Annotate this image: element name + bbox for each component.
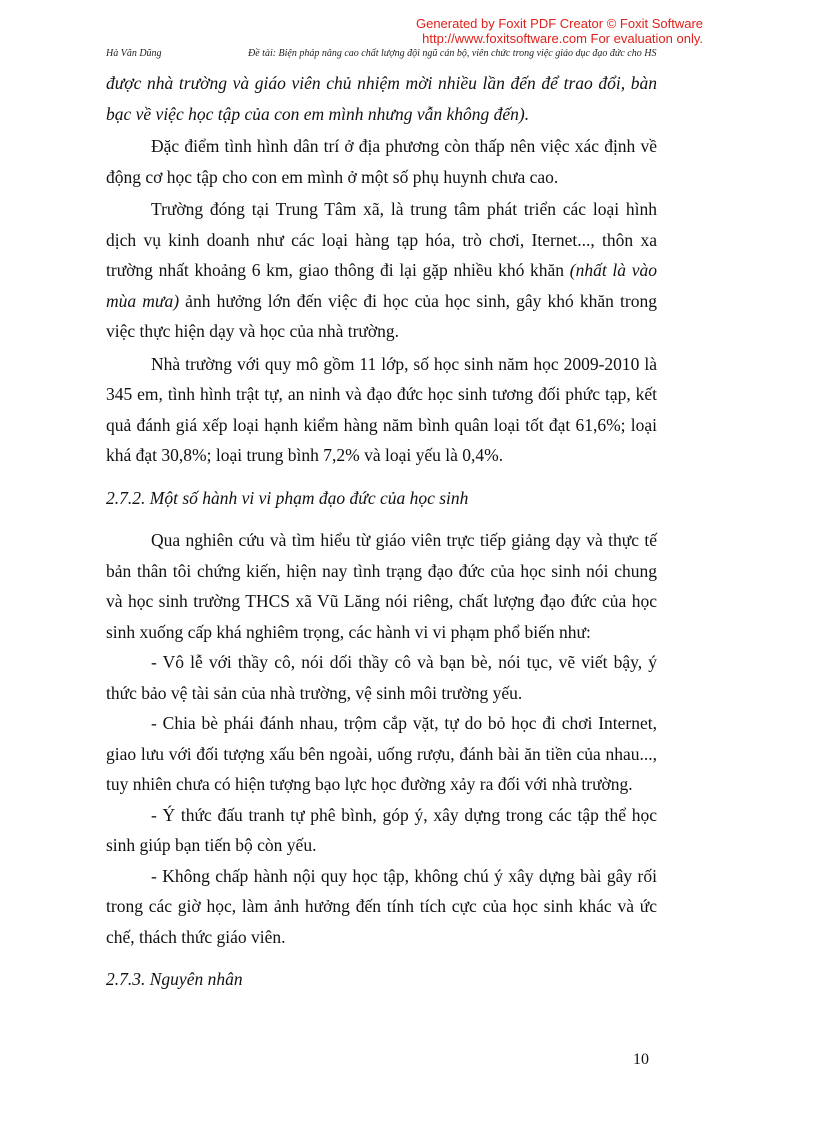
paragraph: Nhà trường với quy mô gồm 11 lớp, số học sinh năm học 2009-2010 là 345 em, tình hình trật tự, an ninh và đạo đức học sinh tương đối phức tạp, kết quả đánh giá xếp loại hạnh kiểm hàng năm bình quân loại tốt đạt 61,6%; loại khá đạt 30,8%; loại trung bình 7,2% và loại yếu là 0,4%.: [106, 353, 657, 465]
paragraph-italic-text: (nhất là vào mùa mưa): [106, 260, 657, 311]
section-heading: 2.7.2. Một số hành vi vi phạm đạo đức của học sinh: [106, 487, 469, 508]
bullet-item: - Không chấp hành nội quy học tập, không chú ý xây dựng bài gây rối trong các giờ học, làm ảnh hưởng đến tính tích cực của học sinh khác và ức chế, thách thức giáo viên.: [106, 865, 657, 947]
paragraph: Qua nghiên cứu và tìm hiểu từ giáo viên trực tiếp giảng dạy và thực tế bản thân tôi chứng kiến, hiện nay tình trạng đạo đức của học sinh nói chung và học sinh trường THCS xã Vũ Lăng nói riêng, chất lượng đạo đức của học sinh xuống cấp khá nghiêm trọng, các hành vi vi phạm phổ biến như:: [106, 530, 657, 642]
paragraph: [106, 194, 657, 347]
paragraph: Đặc điểm tình hình dân trí ở địa phương còn thấp nên việc xác định về động cơ học tập cho con em mình ở một số phụ huynh chưa cao.: [106, 136, 657, 187]
header-topic: Đề tài: Biện pháp nâng cao chất lượng đội ngũ cán bộ, viên chức trong việc giáo dục đạo đức cho HS: [248, 48, 657, 59]
bullet-item: - Chia bè phái đánh nhau, trộm cắp vặt, tự do bỏ học đi chơi Internet, giao lưu với đối tượng xấu bên ngoài, uống rượu, đánh bài ăn tiền của nhau..., tuy nhiên chưa có hiện tượng bạo lực học đường xảy ra đối với nhà trường.: [106, 713, 657, 794]
section-heading: 2.7.3. Nguyên nhân: [106, 969, 243, 989]
watermark-line-2: http://www.foxitsoftware.com For evaluation only.: [422, 31, 703, 46]
bullet-item: - Vô lễ với thầy cô, nói dối thầy cô và bạn bè, nói tục, vẽ viết bậy, ý thức bảo vệ tài sản của nhà trường, vệ sinh môi trường yếu.: [106, 652, 657, 703]
paragraph-continuation: được nhà trường và giáo viên chủ nhiệm mời nhiều lần đến để trao đổi, bàn bạc về việc học tập của con em mình nhưng vẫn không đến).: [106, 73, 657, 124]
bullet-item: - Ý thức đấu tranh tự phê bình, góp ý, xây dựng trong các tập thể học sinh giúp bạn tiến bộ còn yếu.: [106, 804, 657, 855]
document-body: [106, 68, 657, 1007]
header-author: Hà Văn Dũng: [106, 48, 162, 59]
paragraph-text: ảnh hưởng lớn đến việc đi học của học sinh, gây khó khăn trong việc thực hiện dạy và học của nhà trường.: [106, 290, 657, 341]
watermark-line-1: Generated by Foxit PDF Creator © Foxit Software: [415, 16, 703, 31]
page-number: 10: [633, 1051, 649, 1068]
paragraph-text: Trường đóng tại Trung Tâm xã, là trung tâm phát triển các loại hình dịch vụ kinh doanh như các loại hàng tạp hóa, trò chơi, Iternet..., thôn xa trường nhất khoảng 6 km, giao thông đi lại gặp nhiều khó khăn: [106, 199, 657, 280]
